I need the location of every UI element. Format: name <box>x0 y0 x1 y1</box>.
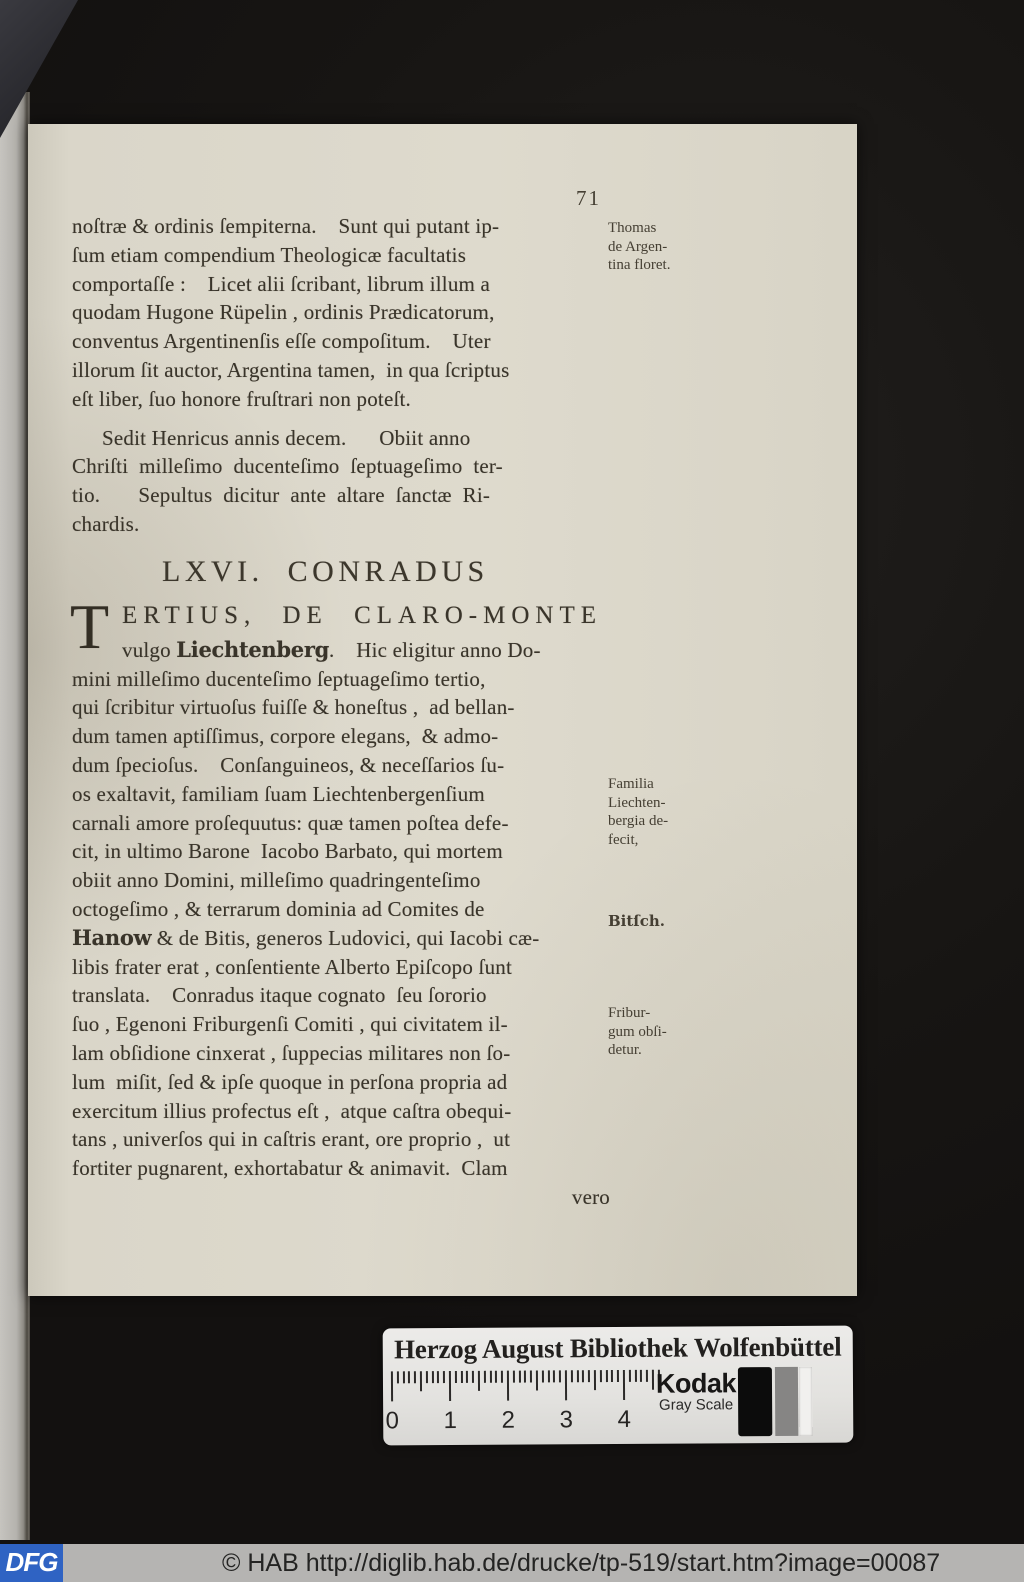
text-line: quodam Hugone Rüpelin , ordinis Prædicatorum, <box>72 300 495 325</box>
book-cover-corner <box>0 0 78 138</box>
text-line: tans , univerſos qui in caſtris erant, ore proprio , ut <box>72 1127 511 1152</box>
ruler-tick <box>646 1370 648 1382</box>
ruler-tick <box>536 1370 538 1390</box>
ruler-tick <box>495 1371 497 1383</box>
ruler-ticks <box>391 1368 676 1404</box>
ruler-tick <box>617 1370 619 1382</box>
ruler-tick <box>391 1371 393 1401</box>
text-line: tio. Sepultus dicitur ante altare ſanctæ Ri- <box>72 483 491 508</box>
ruler-tick <box>426 1371 428 1383</box>
ruler-number: 0 <box>385 1407 399 1435</box>
ruler-tick <box>484 1371 486 1383</box>
text-line: chardis. <box>72 511 140 536</box>
ruler-tick <box>629 1370 631 1382</box>
margin-note: Familia Liechten- bergia de- fecit, <box>608 776 669 848</box>
ruler-tick <box>588 1370 590 1382</box>
ruler-tick <box>611 1370 613 1382</box>
text-line: Sedit Henricus annis decem. Obiit anno <box>102 425 471 450</box>
text-line: libis frater erat , conſentiente Alberto Epiſcopo ſunt <box>72 954 512 979</box>
ruler-tick <box>466 1371 468 1383</box>
margin-note: Thomas de Argen- tina floret. <box>608 220 671 273</box>
ruler-tick <box>507 1371 509 1401</box>
ruler-tick <box>449 1371 451 1401</box>
ruler-scale <box>385 1368 676 1442</box>
text-line: ſum etiam compendium Theologicæ facultatis <box>72 242 467 267</box>
ruler-tick <box>553 1370 555 1382</box>
ruler-tick <box>640 1370 642 1382</box>
catchword: vero <box>571 1184 610 1209</box>
text-line: translata. Conradus itaque cognato ſeu ſororio <box>72 983 487 1008</box>
text-line: eſt liber, ſuo honore fruſtrari non poteſt. <box>72 386 412 411</box>
ruler-number: 2 <box>501 1406 515 1434</box>
text-line: ſuo , Egenoni Friburgenſi Comiti , qui civitatem il- <box>72 1012 508 1037</box>
ruler-tick <box>530 1371 532 1383</box>
chapter-heading: LXVI. CONRADUS <box>162 554 489 588</box>
library-label-title: Herzog August Bibliothek Wolfenbüttel <box>393 1331 842 1365</box>
ruler-tick <box>605 1370 607 1382</box>
kodak-wordmark: Kodak <box>655 1368 737 1399</box>
text-line: dum ſpecioſus. Conſanguineos, & neceſſarios ſu- <box>72 752 505 777</box>
ruler-tick <box>559 1370 561 1382</box>
ruler-tick <box>576 1370 578 1382</box>
text-line: lum miſit, ſed & ipſe quoque in perſona propria ad <box>72 1069 508 1094</box>
ruler-tick <box>513 1371 515 1383</box>
ruler-tick <box>408 1371 410 1383</box>
text-line: Hanow & de Bitis, generos Ludovici, qui Iacobi cæ- <box>72 924 540 950</box>
ruler-tick <box>461 1371 463 1383</box>
text-line: cit, in ultimo Barone Iacobo Barbato, qui mortem <box>72 839 503 864</box>
ruler-tick <box>478 1371 480 1391</box>
ruler-tick <box>472 1371 474 1383</box>
ruler-tick <box>414 1371 416 1383</box>
text-line: T ERTIUS, DE CLARO-MONTE <box>70 590 603 662</box>
text-line: Chriſti milleſimo ducenteſimo ſeptuageſimo ter- <box>72 454 503 479</box>
ruler-tick <box>565 1370 567 1400</box>
text-line: exercitum illius profectus eſt , atque caſtra obequi- <box>72 1098 512 1123</box>
ruler-tick <box>548 1370 550 1382</box>
text-line: octogeſimo , & terrarum dominia ad Comites de <box>72 896 485 921</box>
text-line: noſtræ & ordinis ſempiterna. Sunt qui putant ip- <box>72 214 500 238</box>
ruler-tick <box>455 1371 457 1383</box>
ruler-tick <box>594 1370 596 1390</box>
gray-scale-caption: Gray Scale <box>658 1396 734 1414</box>
book-fore-edge <box>0 92 30 1540</box>
ruler-tick <box>519 1371 521 1383</box>
ruler-tick <box>432 1371 434 1383</box>
gray-patch-mid <box>775 1367 798 1436</box>
ruler-tick <box>623 1370 625 1400</box>
margin-note: Bitſch. <box>608 912 666 930</box>
text-line: fortiter pugnarent, exhortabatur & animavit. Clam <box>72 1156 508 1181</box>
text-line: lam obſidione cinxerat , ſuppecias militares non ſo- <box>72 1040 511 1065</box>
text-line: os exaltavit, familiam ſuam Liechtenbergenſium <box>72 781 485 806</box>
text-line: qui ſcribitur virtuoſus fuiſſe & honeſtus , ad bellan- <box>72 695 515 720</box>
text-line: conventus Argentinenſis eſſe compoſitum. Uter <box>72 329 491 354</box>
ruler-tick <box>397 1371 399 1383</box>
ruler-tick <box>571 1370 573 1382</box>
library-label <box>383 1326 854 1446</box>
gray-patch-white <box>799 1367 812 1436</box>
copyright-url-text: © HAB http://diglib.hab.de/drucke/tp-519/start.htm?image=00087 <box>222 1549 941 1577</box>
ruler-number: 3 <box>559 1406 573 1434</box>
book-page <box>28 124 857 1296</box>
ruler-tick <box>501 1371 503 1383</box>
text-line: mini milleſimo ducenteſimo ſeptuageſimo tertio, <box>72 666 486 691</box>
viewer-footer-bar <box>0 1544 1024 1582</box>
text-line: carnali amore proſequutus: quæ tamen poſtea defe- <box>72 810 509 835</box>
drop-cap: T <box>70 590 110 662</box>
margin-note: Fribur- gum obſi- detur. <box>608 1005 667 1058</box>
ruler-tick <box>524 1371 526 1383</box>
ruler-tick <box>490 1371 492 1383</box>
text-line: dum tamen aptiſſimus, corpore elegans, & admo- <box>72 724 499 749</box>
ruler-tick <box>437 1371 439 1383</box>
page-number: 71 <box>576 186 601 210</box>
ruler-tick <box>443 1371 445 1383</box>
ruler-tick <box>403 1371 405 1383</box>
text-line: vulgo Liechtenberg. Hic eligitur anno Do- <box>122 636 541 662</box>
ruler-tick <box>420 1371 422 1391</box>
kodak-grayscale-caption <box>651 1369 741 1414</box>
ruler-tick <box>582 1370 584 1382</box>
ruler-numbers <box>385 1405 676 1436</box>
text-line: comportaſſe : Licet alii ſcribant, librum illum a <box>72 271 491 296</box>
ruler-number: 1 <box>443 1406 457 1435</box>
text-block <box>72 212 612 1212</box>
ruler-tick <box>634 1370 636 1382</box>
gray-patch-black <box>738 1367 772 1436</box>
ruler-tick <box>542 1370 544 1382</box>
dfg-logo: DFG <box>0 1544 63 1582</box>
ruler-tick <box>600 1370 602 1382</box>
text-line: illorum ſit auctor, Argentina tamen, in qua ſcriptus <box>72 357 510 382</box>
text-line: obiit anno Domini, milleſimo quadringenteſimo <box>72 868 481 893</box>
ruler-number: 4 <box>617 1405 631 1434</box>
